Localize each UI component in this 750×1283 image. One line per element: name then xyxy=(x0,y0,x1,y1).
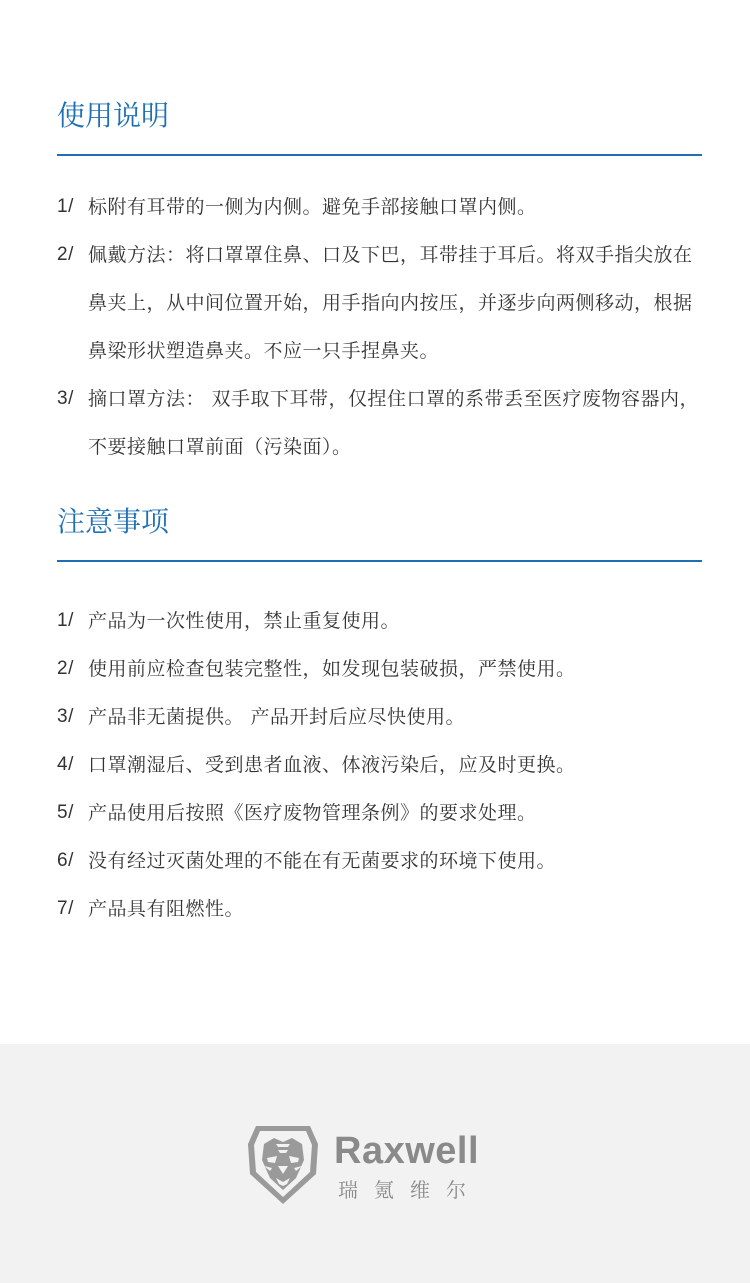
usage-divider xyxy=(57,154,702,156)
item-text: 产品为一次性使用，禁止重复使用。 xyxy=(88,610,401,632)
item-text: 产品具有阻燃性。 xyxy=(88,898,245,920)
item-text: 佩戴方法：将口罩罩住鼻、口及下巴，耳带挂于耳后。将双手指尖放在鼻夹上，从中间位置开始，用手指向内按压，并逐步向两侧移动，根据鼻梁形状塑造鼻夹。不应一只手捏鼻夹。 xyxy=(88,244,693,362)
item-text: 产品使用后按照《医疗废物管理条例》的要求处理。 xyxy=(88,802,537,824)
item-number: 2/ xyxy=(57,244,74,265)
item-text: 产品非无菌提供。 产品开封后应尽快使用。 xyxy=(88,706,466,728)
footer xyxy=(0,1044,750,1283)
usage-item xyxy=(57,375,702,471)
usage-title: 使用说明 xyxy=(57,99,170,132)
item-number: 5/ xyxy=(57,802,74,823)
usage-item xyxy=(57,183,702,231)
item-text: 没有经过灭菌处理的不能在有无菌要求的环境下使用。 xyxy=(88,850,557,872)
item-number: 3/ xyxy=(57,706,74,727)
item-number: 3/ xyxy=(57,388,74,409)
precaution-item xyxy=(57,597,702,645)
item-number: 2/ xyxy=(57,658,74,679)
brand-name: Raxwell xyxy=(334,1130,480,1172)
precautions-list xyxy=(57,597,702,933)
tiger-shield-icon xyxy=(246,1122,320,1206)
brand-chinese-name: 瑞氪维尔 xyxy=(338,1178,482,1202)
precaution-item xyxy=(57,741,702,789)
precautions-section xyxy=(57,502,702,933)
precautions-title: 注意事项 xyxy=(57,505,170,538)
usage-section xyxy=(57,96,702,471)
precautions-divider xyxy=(57,560,702,562)
item-number: 1/ xyxy=(57,610,74,631)
item-number: 6/ xyxy=(57,850,74,871)
item-text: 使用前应检查包装完整性，如发现包装破损，严禁使用。 xyxy=(88,658,576,680)
precaution-item xyxy=(57,693,702,741)
precaution-item xyxy=(57,885,702,933)
item-text: 口罩潮湿后、受到患者血液、体液污染后，应及时更换。 xyxy=(88,754,576,776)
item-number: 7/ xyxy=(57,898,74,919)
precaution-item xyxy=(57,645,702,693)
usage-item xyxy=(57,231,702,375)
precaution-item xyxy=(57,789,702,837)
precaution-item xyxy=(57,837,702,885)
item-number: 4/ xyxy=(57,754,74,775)
item-text: 标附有耳带的一侧为内侧。避免手部接触口罩内侧。 xyxy=(88,196,537,218)
usage-list xyxy=(57,183,702,471)
item-number: 1/ xyxy=(57,196,74,217)
item-text: 摘口罩方法： 双手取下耳带，仅捏住口罩的系带丢至医疗废物容器内，不要接触口罩前面（污染面）。 xyxy=(88,388,700,458)
